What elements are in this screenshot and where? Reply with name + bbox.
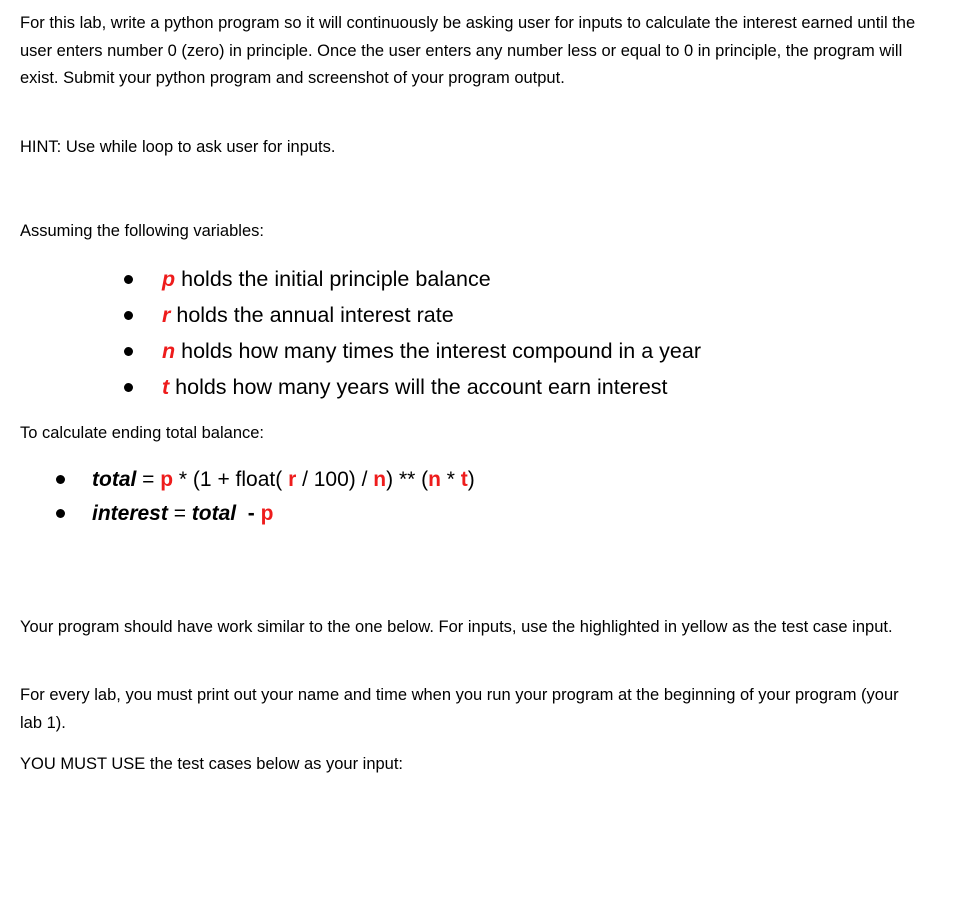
formula-list — [56, 463, 475, 531]
formula-t: t — [460, 468, 468, 491]
variable-item-n — [124, 333, 701, 369]
formula-p: p — [260, 502, 274, 525]
variable-symbol: t — [162, 375, 170, 399]
formula-text: / 100) / — [296, 468, 374, 491]
variable-description: holds the annual interest rate — [176, 303, 454, 327]
formula-n: n — [428, 468, 441, 491]
formula-text: ) ** ( — [386, 468, 429, 491]
variables-list — [124, 261, 701, 405]
formula-equals: = — [167, 502, 192, 525]
formula-minus: - — [236, 502, 261, 525]
must-use-instruction: YOU MUST USE the test cases below as your input: — [20, 755, 404, 773]
variable-description: holds how many years will the account earn interest — [175, 375, 668, 399]
formula-text: ) — [467, 468, 475, 491]
variables-heading: Assuming the following variables: — [20, 222, 264, 240]
formula-equals: = — [136, 468, 161, 491]
formula-total-label: total — [92, 468, 137, 491]
formula-text: * — [440, 468, 461, 491]
formula-n: n — [373, 468, 387, 491]
formula-p: p — [160, 468, 174, 491]
variable-item-t — [124, 369, 701, 405]
bullet-icon — [124, 275, 133, 284]
interest-formula — [56, 497, 475, 531]
bullet-icon — [124, 383, 133, 392]
variable-symbol: p — [162, 267, 176, 291]
intro-paragraph: For this lab, write a python program so it will continuously be asking user for inputs to calculate the interest earned until the user enters number 0 (zero) in principle. Once the user enters any number less or equal to 0 in principle, the program will exist. Submit your python program and screenshot of your program output. — [20, 14, 916, 87]
variable-item-p — [124, 261, 701, 297]
bullet-icon — [124, 347, 133, 356]
variable-description: holds the initial principle balance — [181, 267, 491, 291]
hint-text: HINT: Use while loop to ask user for inputs. — [20, 138, 336, 156]
formula-r: r — [288, 468, 297, 491]
every-lab-instruction: For every lab, you must print out your name and time when you run your program at the beginning of your program (your lab 1). — [20, 686, 899, 732]
variable-symbol: n — [162, 339, 176, 363]
formula-text: * (1 + float( — [173, 468, 289, 491]
variable-description: holds how many times the interest compound in a year — [181, 339, 701, 363]
similar-instruction: Your program should have work similar to the one below. For inputs, use the highlighted in yellow as the test case input. — [20, 618, 893, 636]
formula-total-ref: total — [191, 502, 237, 525]
bullet-icon — [56, 475, 65, 484]
variable-item-r — [124, 297, 701, 333]
formula-interest-label: interest — [92, 502, 168, 525]
formulas-heading: To calculate ending total balance: — [20, 424, 265, 442]
total-formula — [56, 463, 475, 497]
bullet-icon — [56, 509, 65, 518]
variable-symbol: r — [162, 303, 171, 327]
bullet-icon — [124, 311, 133, 320]
